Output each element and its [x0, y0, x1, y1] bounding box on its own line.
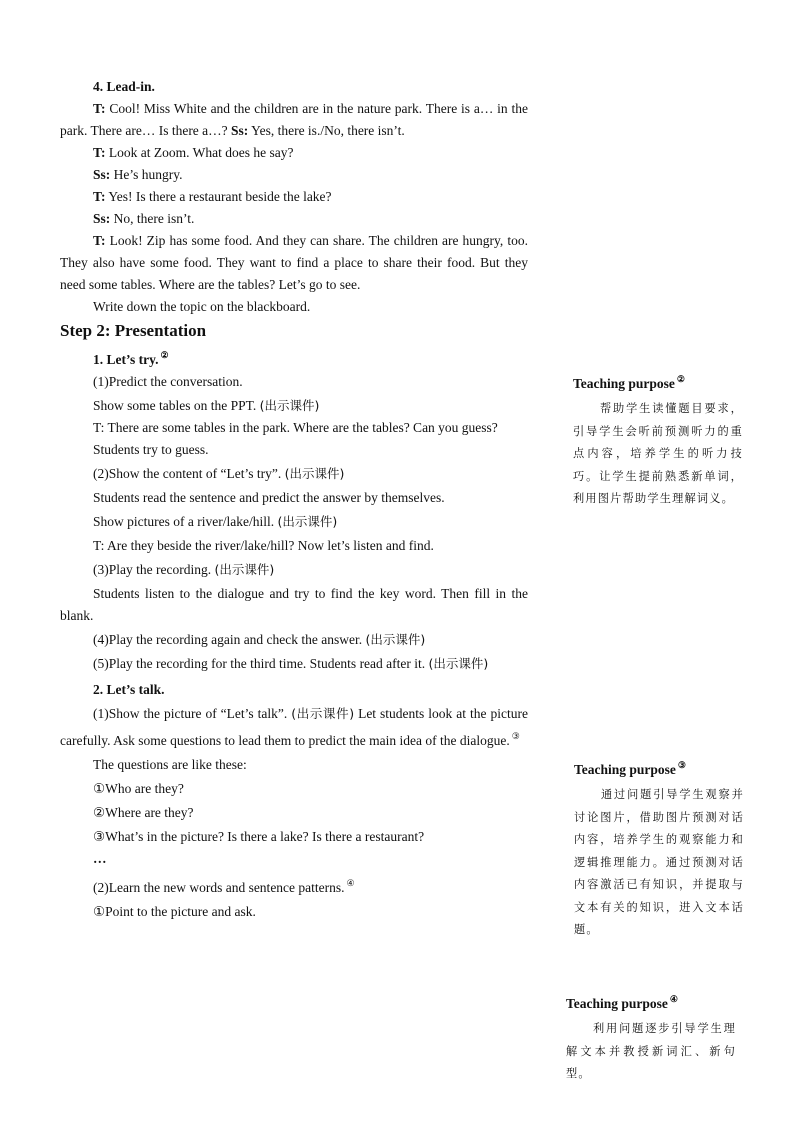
speaker-label: Ss:: [93, 211, 111, 226]
line-text: (5)Play the recording for the third time. Students read after it.: [93, 656, 429, 671]
speaker-label: T:: [93, 233, 106, 248]
leadin-line-4: [60, 186, 528, 208]
note-title: [574, 755, 744, 780]
question-2: ②Where are they?: [93, 805, 194, 820]
line-text: Show pictures of a river/lake/hill.: [93, 514, 278, 529]
courseware-note: (出示课件): [214, 562, 275, 577]
dialogue-text: Yes! Is there a restaurant beside the lake?: [105, 189, 332, 204]
line-text: (1)Show the picture of “Let’s talk”.: [93, 706, 292, 721]
leadin-paragraph-1: [60, 98, 528, 142]
dialogue-text: He’s hungry.: [110, 167, 183, 182]
lets-talk-paragraph-1: [60, 703, 528, 752]
leadin-line-3: [60, 164, 528, 186]
lets-try-title: 1. Let’s try.: [93, 352, 159, 367]
lets-talk-line-4: ①Point to the picture and ask.: [93, 904, 256, 919]
courseware-note: (出示课件): [259, 398, 320, 413]
courseware-note: (出示课件): [291, 706, 355, 721]
lets-try-line-8: T: Are they beside the river/lake/hill? Now let’s listen and find.: [93, 538, 434, 553]
dialogue-text: Cool! Miss White and the children are in the nature park. There is a… in the park. There are… Is there a…?: [60, 101, 528, 138]
note-body: 利用问题逐步引导学生理解文本并教授新词汇、新句型。: [566, 1022, 736, 1080]
leadin-line-2: [60, 142, 528, 164]
note-title-text: Teaching purpose: [574, 762, 676, 777]
teaching-purpose-note-2: [574, 755, 744, 942]
lets-talk-line-3: [60, 872, 528, 899]
ellipsis: …: [93, 851, 107, 866]
speaker-label: T:: [93, 189, 106, 204]
teaching-purpose-note-1: [573, 369, 743, 511]
footnote-mark: ④: [669, 994, 678, 1004]
lets-try-line-7: [60, 511, 528, 533]
lets-talk-heading: 2. Let’s talk.: [93, 682, 165, 697]
lets-try-paragraph-3: T: There are some tables in the park. Where are the tables? Can you guess?: [93, 420, 498, 435]
footnote-mark: ③: [511, 731, 520, 741]
courseware-note: (出示课件): [365, 632, 426, 647]
footnote-mark: ②: [676, 374, 685, 384]
question-1: ①Who are they?: [93, 781, 184, 796]
main-column: [60, 76, 528, 923]
courseware-note: (出示课件): [277, 514, 338, 529]
lets-try-line-4: Students try to guess.: [93, 442, 209, 457]
lets-try-line-1: (1)Predict the conversation.: [93, 374, 243, 389]
courseware-note: (出示课件): [428, 656, 489, 671]
lets-try-line-9: [60, 559, 528, 581]
lets-try-heading: [60, 344, 528, 371]
line-text: Show some tables on the PPT.: [93, 398, 260, 413]
leadin-paragraph-6: [60, 230, 528, 296]
lets-talk-line-2: The questions are like these:: [93, 757, 247, 772]
lets-try-line-6: Students read the sentence and predict the answer by themselves.: [93, 490, 445, 505]
footnote-mark: ④: [346, 878, 355, 888]
speaker-label: Ss:: [93, 167, 111, 182]
leadin-line-5: [60, 208, 528, 230]
line-text: (4)Play the recording again and check the answer.: [93, 632, 366, 647]
leadin-heading: 4. Lead-in.: [93, 79, 155, 94]
lets-try-line-11: [60, 629, 528, 651]
footnote-mark: ③: [677, 760, 686, 770]
courseware-note: (出示课件): [284, 466, 345, 481]
dialogue-text: No, there isn’t.: [110, 211, 195, 226]
line-text: (2)Learn the new words and sentence patterns.: [93, 880, 345, 895]
note-body: 帮助学生读懂题目要求，引导学生会听前预测听力的重点内容，培养学生的听力技巧。让学生提前熟悉新单词，利用图片帮助学生理解词义。: [573, 402, 743, 505]
note-body: 通过问题引导学生观察并讨论图片，借助图片预测对话内容，培养学生的观察能力和逻辑推理能力。通过预测对话内容激活已有知识，并提取与文本有关的知识，进入文本话题。: [574, 788, 744, 936]
line-text: (2)Show the content of “Let’s try”.: [93, 466, 285, 481]
lets-try-paragraph-12: [60, 653, 528, 675]
speaker-label: T:: [93, 145, 106, 160]
question-3: ③What’s in the picture? Is there a lake? Is there a restaurant?: [93, 829, 425, 844]
teaching-purpose-note-3: [566, 989, 736, 1086]
note-title-text: Teaching purpose: [566, 996, 668, 1011]
lets-try-paragraph-10: Students listen to the dialogue and try to find the key word. Then fill in the blank.: [60, 586, 528, 623]
note-title-text: Teaching purpose: [573, 376, 675, 391]
line-text: Let students look at the picture carefully. Ask some questions to lead them to predict the main idea of the dialogue.: [60, 706, 528, 748]
line-text: (3)Play the recording.: [93, 562, 215, 577]
note-title: [573, 369, 743, 394]
note-title: [566, 989, 736, 1014]
lets-try-line-2: [60, 395, 528, 417]
footnote-mark: ②: [160, 350, 169, 360]
step2-heading: Step 2: Presentation: [60, 321, 207, 340]
dialogue-text: Look at Zoom. What does he say?: [105, 145, 294, 160]
speaker-label: Ss:: [231, 123, 249, 138]
dialogue-text: Yes, there is./No, there isn’t.: [248, 123, 405, 138]
dialogue-text: Look! Zip has some food. And they can share. The children are hungry, too. They also have some food. They want to find a place to share their food. But they need some tables. Where are the tables? Let’s go to see.: [60, 233, 528, 292]
speaker-label: T:: [93, 101, 106, 116]
leadin-line-7: Write down the topic on the blackboard.: [93, 299, 311, 314]
lets-try-line-5: [60, 463, 528, 485]
